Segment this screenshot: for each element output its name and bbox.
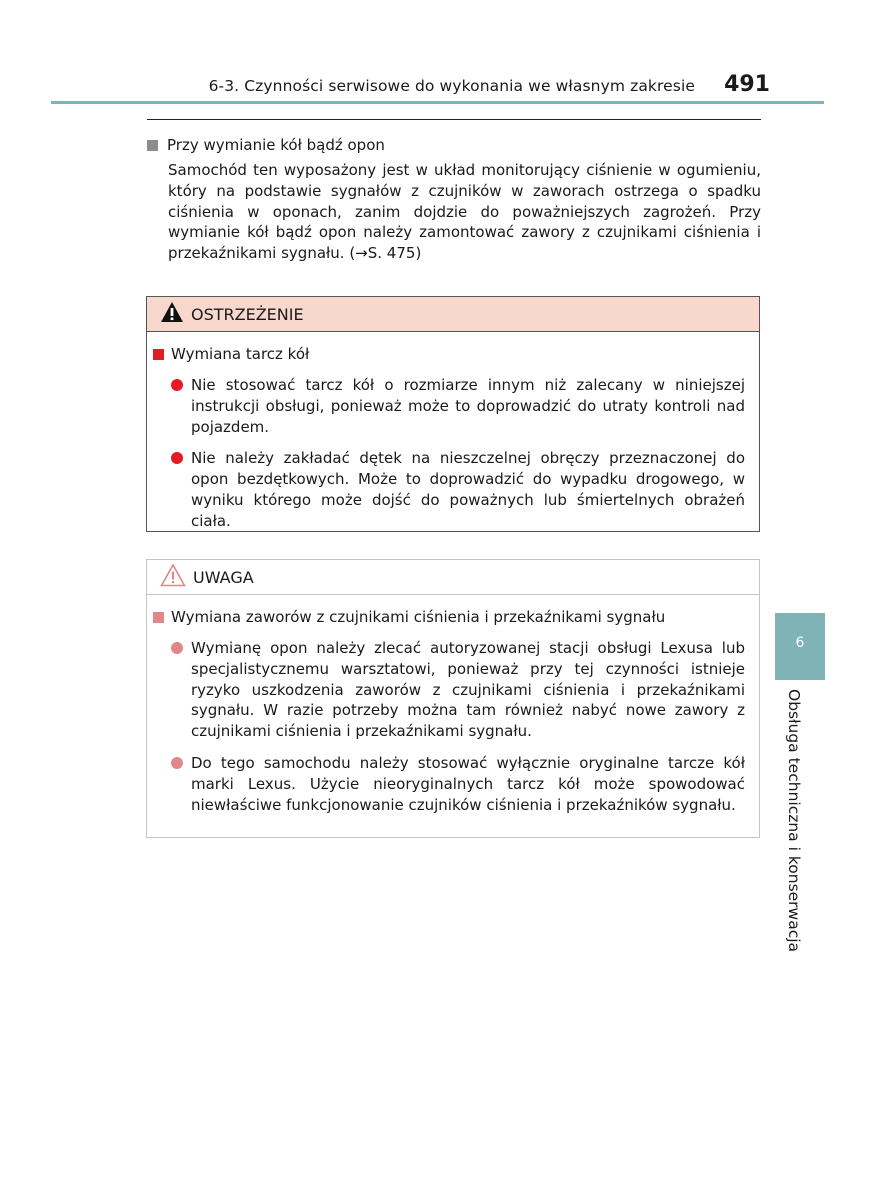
square-bullet-icon [153,349,164,360]
header-rule [51,101,824,104]
round-bullet-icon [171,452,183,464]
chapter-tab: 6 [775,613,825,680]
warning-subheading-text: Wymiana tarcz kół [171,345,310,363]
round-bullet-icon [171,642,183,654]
warning-item-text: Nie należy zakładać dętek na nieszczelnej obręczy przeznaczonej do opon bezdętkowych. Może to doprowadzić do wypadku drogowego, w wyniku którego może dojść do poważnych lub śmiertelnych obrażeń ciała. [191,449,745,530]
caution-triangle-icon [160,563,186,591]
section-body: Samochód ten wyposażony jest w układ monitorujący ciśnienie w ogumieniu, który na podstawie sygnałów z czujników w zaworach ostrzega o spadku ciśnienia w oponach, zanim dojdzie do poważniejszych zagrożeń. Przy wymianie kół bądź opon należy zamontować zawory z czujnikami ciśnienia i przekaźnikami sygnału. (→S. 475) [168,161,761,263]
notice-item-text: Do tego samochodu należy stosować wyłącznie oryginalne tarcze kół marki Lexus. Użycie nieoryginalnych tarcz kół może spowodować niewłaściwe funkcjonowanie czujników ciśnienia i przekaźników sygnału. [191,753,745,814]
notice-title: UWAGA [193,567,254,587]
header-title: 6-3. Czynności serwisowe do wykonania we własnym zakresie [208,77,695,95]
section-heading [147,134,761,156]
square-bullet-icon [147,140,158,151]
section-heading-text: Przy wymianie kół bądź opon [167,136,385,154]
round-bullet-icon [171,379,183,391]
warning-box [146,296,760,532]
chapter-title: Obsługa techniczna i konserwacja [785,689,803,953]
warning-box-header [147,297,759,332]
notice-box [146,559,760,838]
notice-box-header [147,560,759,595]
notice-item [191,638,745,742]
warning-title: OSTRZEŻENIE [191,304,304,324]
square-bullet-icon [153,612,164,623]
warning-item [191,448,745,531]
warning-item [191,375,745,437]
notice-subheading-text: Wymiana zaworów z czujnikami ciśnienia i przekaźnikami sygnału [171,608,666,626]
warning-triangle-icon [160,301,184,327]
round-bullet-icon [171,757,183,769]
notice-item [191,753,745,815]
page-number: 491 [724,72,770,97]
notice-item-text: Wymianę opon należy zlecać autoryzowanej stacji obsługi Lexusa lub specjalistycznemu warsztatowi, ponieważ przy tej czynności istnieje ryzyko uszkodzenia zaworów z czujnikami ciśnienia i przekaźnikami sygnału. W razie potrzeby można tam również nabyć nowe zawory z czujnikami ciśnienia i przekaźnikami sygnału. [191,639,745,741]
warning-subheading [153,344,759,364]
section-rule [147,119,761,120]
warning-item-text: Nie stosować tarcz kół o rozmiarze innym niż zalecany w niniejszej instrukcji obsługi, ponieważ może to doprowadzić do utraty kontroli nad pojazdem. [191,376,745,436]
section [147,134,761,264]
notice-subheading [153,607,759,627]
